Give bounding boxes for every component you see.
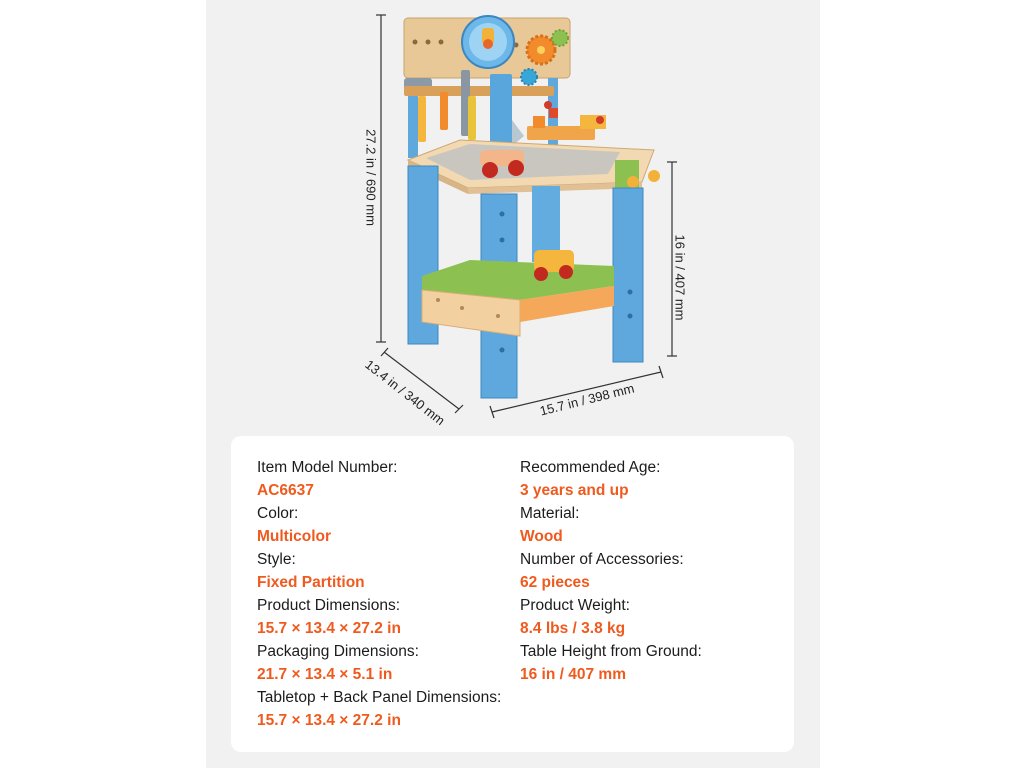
spec-table-height [520,640,702,686]
spec-tabletop-dimensions [257,686,501,732]
spec-product-dimensions [257,594,501,640]
lower-shelf [422,250,614,336]
spec-label: Tabletop + Back Panel Dimensions: [257,689,502,706]
spec-model-number [257,456,501,502]
spec-label: Item Model Number: [257,459,398,476]
spec-packaging-dimensions [257,640,501,686]
spec-label: Material: [520,505,580,522]
spec-label: Table Height from Ground: [520,643,702,660]
dimension-depth-label: 13.4 in / 340 mm [362,356,448,429]
spec-label: Packaging Dimensions: [257,643,419,660]
toy-clock [462,16,514,68]
spec-value: Fixed Partition [257,574,365,591]
spec-value: AC6637 [257,482,314,499]
spec-recommended-age [520,456,702,502]
spec-color [257,502,501,548]
dimension-width-label: 15.7 in / 398 mm [538,380,636,419]
spec-label: Color: [257,505,299,522]
specs-right-column [520,456,702,686]
toy-blocks [527,101,606,140]
spec-value: 15.7 × 13.4 × 27.2 in [257,620,401,637]
spec-style [257,548,501,594]
specs-left-column [257,456,501,732]
spec-value: Multicolor [257,528,332,545]
spec-value: 3 years and up [520,482,629,499]
spec-accessories [520,548,702,594]
spec-value: 21.7 × 13.4 × 5.1 in [257,666,393,683]
spec-label: Product Weight: [520,597,630,614]
spec-value: 16 in / 407 mm [520,666,626,683]
spec-product-weight [520,594,702,640]
spec-label: Number of Accessories: [520,551,684,568]
dimension-table-height-label: 16 in / 407 mm [672,234,688,321]
spec-label: Product Dimensions: [257,597,401,614]
spec-material [520,502,702,548]
spec-value: 8.4 lbs / 3.8 kg [520,620,626,637]
dimension-height-label: 27.2 in / 690 mm [363,129,379,226]
spec-label: Recommended Age: [520,459,661,476]
spec-label: Style: [257,551,296,568]
spec-value: 15.7 × 13.4 × 27.2 in [257,712,401,729]
spec-value: Wood [520,528,563,545]
spec-value: 62 pieces [520,574,590,591]
specifications-card [231,436,794,752]
